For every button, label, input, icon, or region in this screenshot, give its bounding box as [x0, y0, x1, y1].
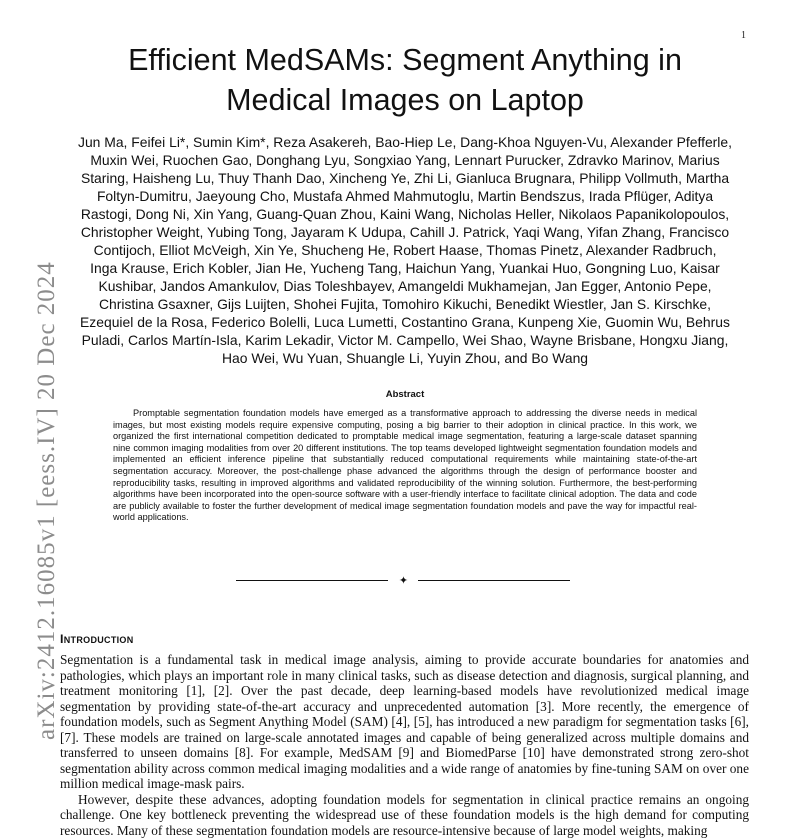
author-line: Kushibar, Jandos Amankulov, Dias Toleshbayev, Amangeldi Mukhamejan, Jan Egger, Antonio Pepe,: [98, 278, 712, 294]
author-line: Inga Krause, Erich Kobler, Jian He, Yucheng Tang, Haichun Yang, Yuankai Huo, Gongning Luo, Kaisar: [90, 260, 720, 276]
divider-ornament-icon: ✦: [398, 574, 409, 587]
author-line: Rastogi, Dong Ni, Xin Yang, Guang-Quan Zhou, Kaini Wang, Nicholas Heller, Nikolaos Papanikolopoulos,: [80, 206, 730, 222]
page-number: 1: [741, 30, 746, 41]
introduction-body: [60, 652, 749, 839]
introduction-paragraph-1: Segmentation is a fundamental task in medical image analysis, aiming to provide accurate boundaries for anatomies and pathologies, which plays an important role in many clinical tasks, such as disease detection and diagnosis, surgical planning, and treatment monitoring [1], [2]. Over the past decade, deep learning-based models have revolutionized medical image segmentation by providing state-of-the-art accuracy and unprecedented automation [3]. More recently, the emergence of foundation models, such as Segment Anything Model (SAM) [4], [5], has introduced a new paradigm for segmentation tasks [6], [7]. These models are trained on large-scale annotated images and capable of being generalized across multiple domains and transferred to unseen domains [8]. For example, MedSAM [9] and BiomedParse [10] have demonstrated strong zero-shot segmentation ability across common medical imaging modalities and a wide range of anatomies by fine-tuning SAM on over one million medical image-mask pairs.: [60, 652, 749, 792]
divider-line-right: [418, 580, 570, 581]
author-list: [60, 133, 750, 367]
abstract-heading: Abstract: [385, 389, 425, 400]
title-line-1: Efficient MedSAMs: Segment Anything in: [128, 43, 682, 77]
arxiv-stamp[interactable]: arXiv:2412.16085v1 [eess.IV] 20 Dec 2024: [33, 261, 60, 740]
author-line: Muxin Wei, Ruochen Gao, Donghang Lyu, Songxiao Yang, Lennart Purucker, Zdravko Marinov, Marius: [90, 152, 720, 168]
abstract-text: Promptable segmentation foundation models have emerged as a transformative approach to addressing the diverse needs in medical images, but most existing models require expensive computing, posing a big barrier to their adoption in clinical practice. In this work, we organized the first international competition dedicated to promptable medical image segmentation, featuring a large-scale dataset spanning nine common imaging modalities from over 20 different institutions. The top teams developed lightweight segmentation foundation models and implemented an efficient inference pipeline that substantially reduced computational requirements while maintaining state-of-the-art segmentation accuracy. Moreover, the post-challenge phase advanced the algorithms through the design of performance booster and reproducibility tasks, resulting in improved algorithms and validated reproducibility of the winning solution. Furthermore, the best-performing algorithms have been incorporated into the open-source software with a user-friendly interface to facilitate clinical adoption. The data and code are publicly available to foster the further development of medical image segmentation foundation models and pave the way for impactful real-world applications.: [113, 408, 697, 523]
author-line: Christopher Weight, Yubing Tong, Jayaram K Udupa, Cahill J. Patrick, Yaqi Wang, Yifan Zhang, Francisco: [80, 224, 730, 240]
divider-line-left: [236, 580, 388, 581]
paper-title: [60, 40, 750, 120]
author-line: Contijoch, Elliot McVeigh, Xin Ye, Shucheng He, Robert Haase, Thomas Pinetz, Alexander Radbruch,: [93, 242, 717, 258]
author-line: Foltyn-Dumitru, Jaeyoung Cho, Mustafa Ahmed Mahmutoglu, Martin Bendszus, Irada Pflüger, Aditya: [96, 188, 714, 204]
author-line: Hao Wei, Wu Yuan, Shuangle Li, Yuyin Zhou, and Bo Wang: [221, 350, 589, 366]
author-line: Staring, Haisheng Lu, Thuy Thanh Dao, Xincheng Ye, Zhi Li, Gianluca Brugnara, Philipp Vollmuth, Martha: [80, 170, 730, 186]
title-line-2: Medical Images on Laptop: [226, 83, 584, 117]
author-line: Ezequiel de la Rosa, Federico Bolelli, Luca Lumetti, Costantino Grana, Kunpeng Xie, Guomin Wu, Behrus: [80, 314, 730, 330]
author-line: Puladi, Carlos Martín-Isla, Karim Lekadir, Victor M. Campello, Wei Shao, Wayne Brisbane, Hongxu Jiang,: [81, 332, 729, 348]
introduction-heading: Introduction: [60, 632, 134, 646]
introduction-paragraph-2: However, despite these advances, adopting foundation models for segmentation in clinical practice remains an ongoing challenge. One key bottleneck preventing the widespread use of these foundation models is the high demand for computing resources. Many of these segmentation foundation models are resource-intensive because of large model weights, making: [60, 791, 749, 839]
author-line: Christina Gsaxner, Gijs Luijten, Shohei Fujita, Tomohiro Kikuchi, Benedikt Wiestler, Jan S. Kirschke,: [99, 296, 711, 312]
author-line: Jun Ma, Feifei Li*, Sumin Kim*, Reza Asakereh, Bao-Hiep Le, Dang-Khoa Nguyen-Vu, Alexander Pfefferle,: [78, 134, 732, 150]
